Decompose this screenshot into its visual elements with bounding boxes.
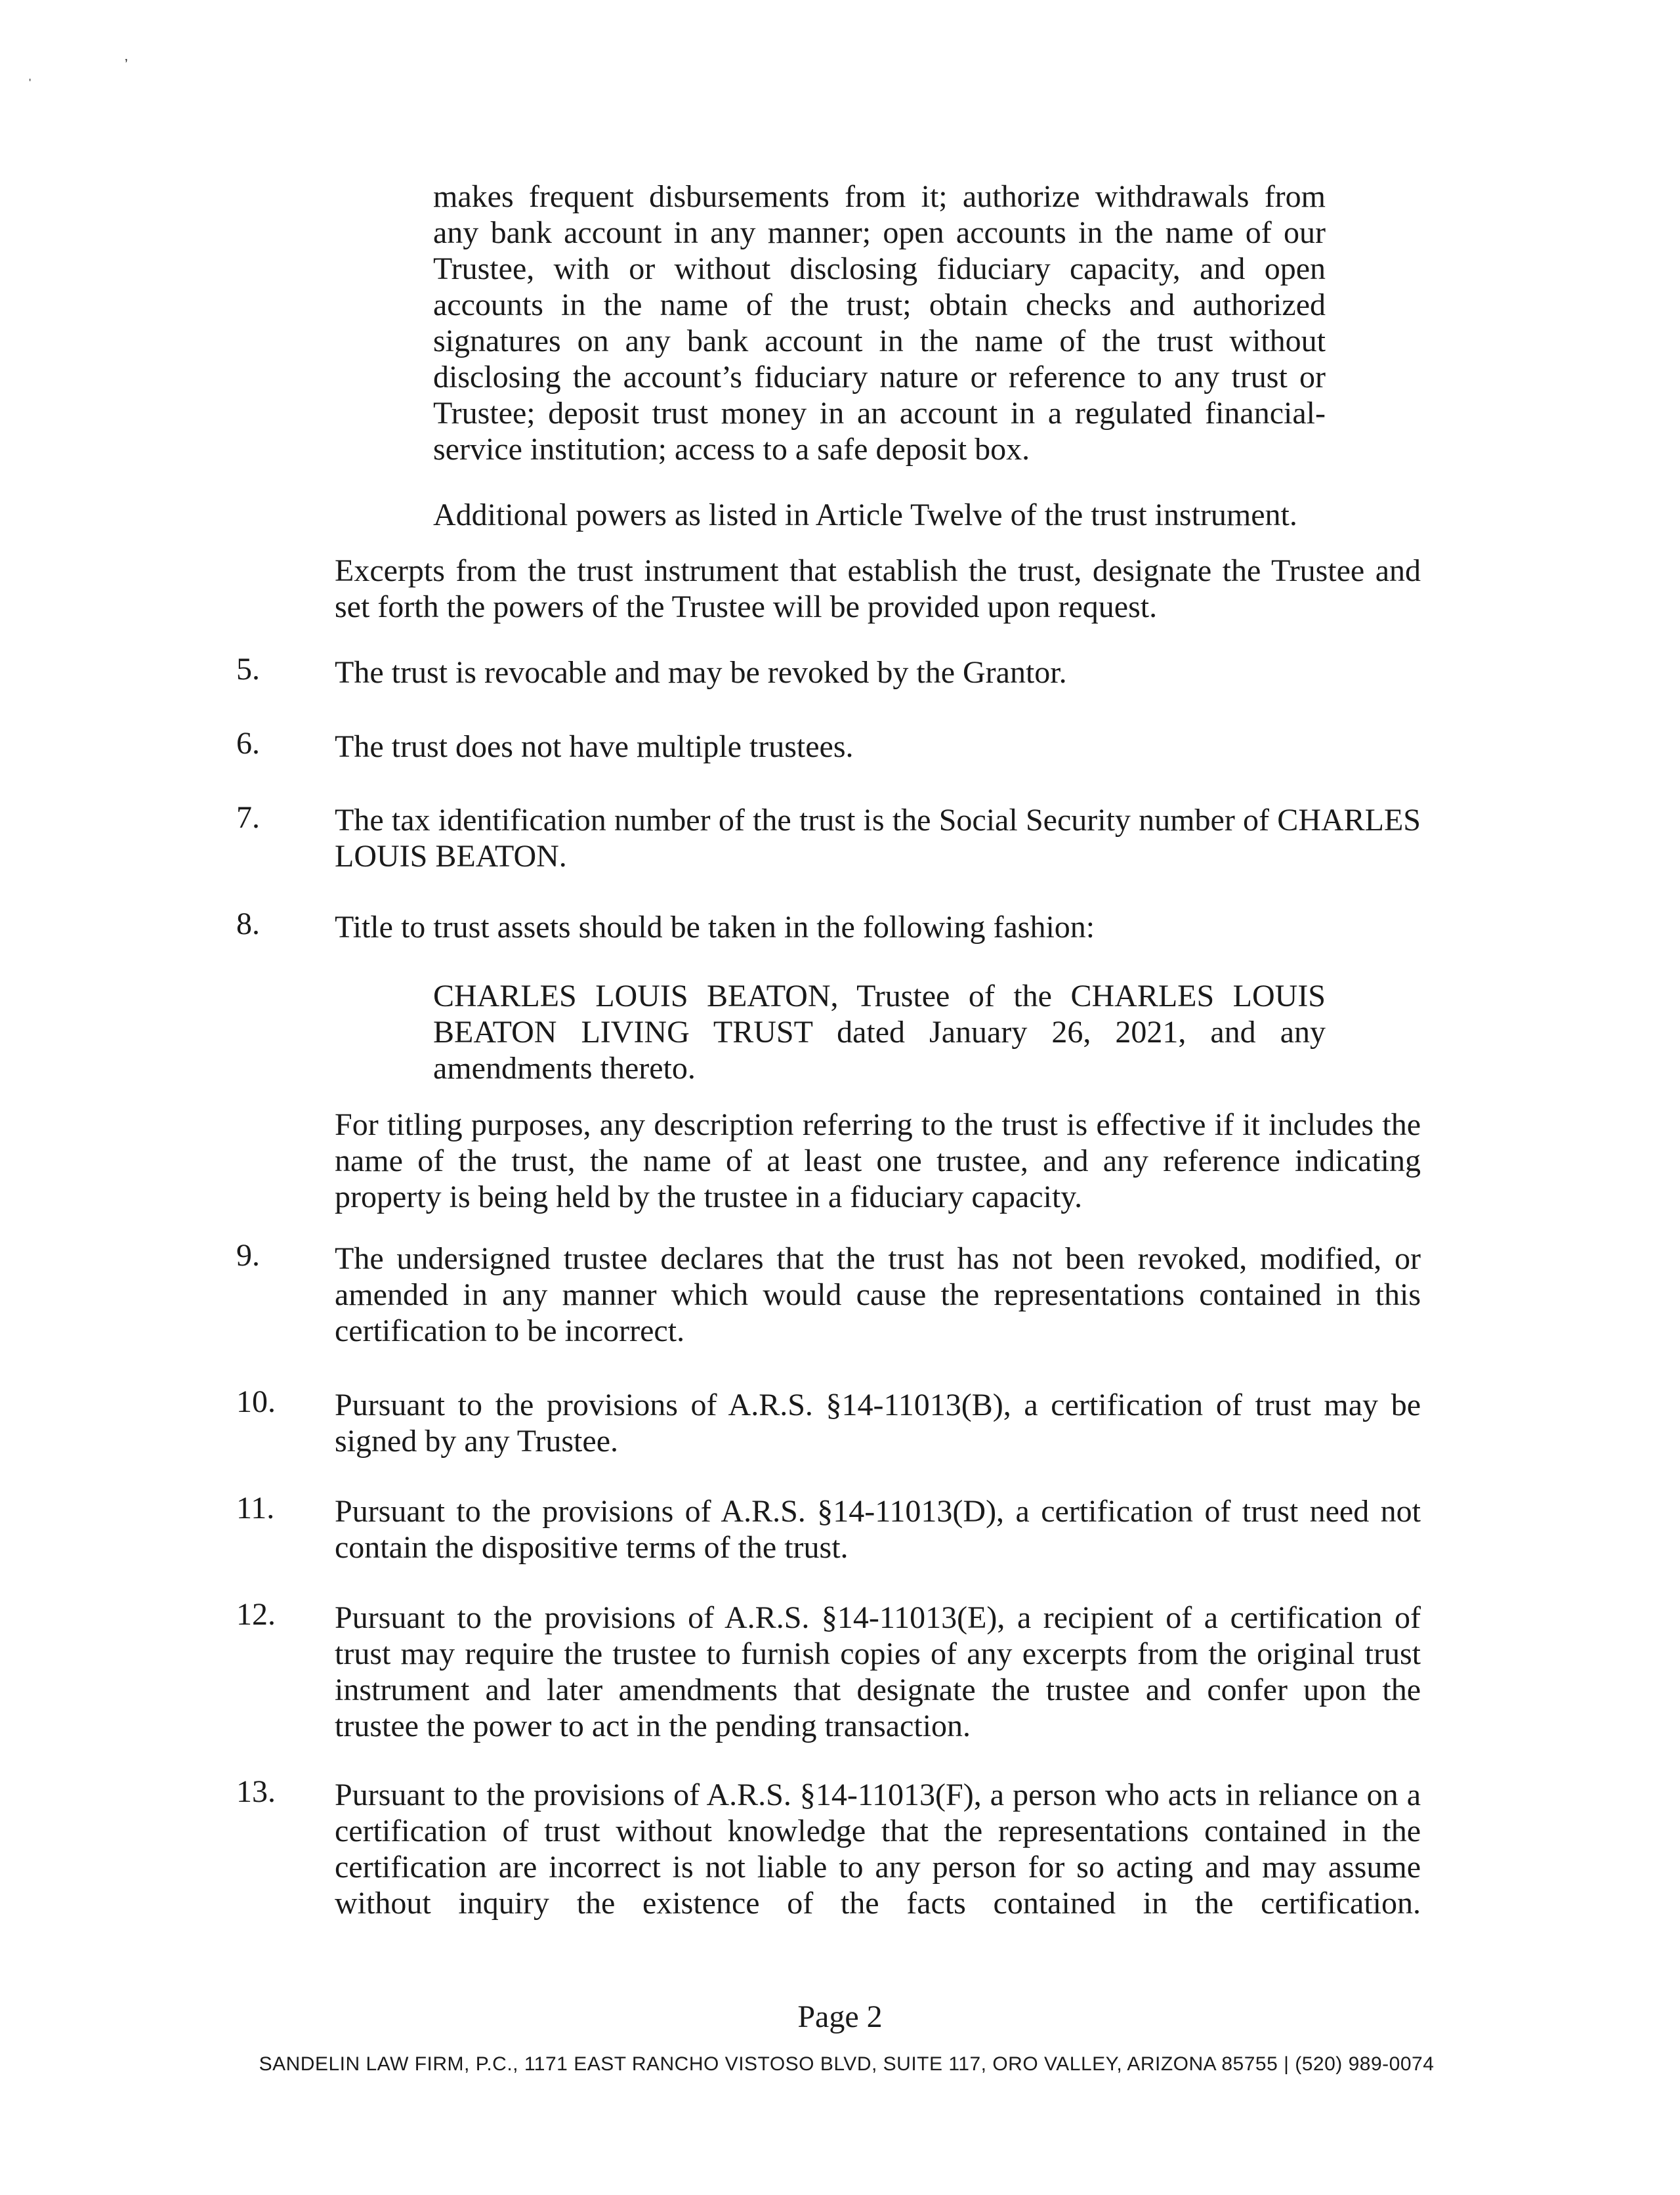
item-text: Pursuant to the provisions of A.R.S. §14-11013(E), a recipient of a certification of trust may require the trustee to furnish copies of any excerpts from the original trust instrument and later amendments that designate the trustee and confer upon the trustee the power to act in the pending transaction. <box>335 1600 1421 1743</box>
item-text: The undersigned trustee declares that the trust has not been revoked, modified, or amended in any manner which would cause the representations contained in this certification to be incorrect. <box>335 1241 1421 1348</box>
title-form-block: CHARLES LOUIS BEATON, Trustee of the CHARLES LOUIS BEATON LIVING TRUST dated January 26, 2021, and any amendments thereto. <box>433 979 1326 1086</box>
item-number: 5. <box>236 652 260 687</box>
item-text: The trust is revocable and may be revoked by the Grantor. <box>335 655 1067 690</box>
scan-mark: ˈ <box>28 76 33 93</box>
item-number: 6. <box>236 726 260 761</box>
titling-note-paragraph: For titling purposes, any description referring to the trust is effective if it includes the name of the trust, the name of at least one trustee, and any reference indicating property is being held by the trustee in a fiduciary capacity. <box>335 1107 1421 1214</box>
item-text: Pursuant to the provisions of A.R.S. §14-11013(D), a certification of trust need not contain the dispositive terms of the trust. <box>335 1494 1421 1565</box>
law-firm-footer: SANDELIN LAW FIRM, P.C., 1171 EAST RANCHO VISTOSO BLVD, SUITE 117, ORO VALLEY, ARIZONA 85755 | (520) 989-0074 <box>259 2053 1435 2075</box>
excerpts-note-paragraph: Excerpts from the trust instrument that establish the trust, designate the Trustee and set forth the powers of the Trustee will be provided upon request. <box>335 553 1421 624</box>
item-number: 8. <box>236 906 260 941</box>
item-text: The tax identification number of the trust is the Social Security number of CHARLES LOUIS BEATON. <box>335 803 1421 874</box>
item-number: 13. <box>236 1774 276 1809</box>
item-number: 10. <box>236 1384 276 1419</box>
item-number: 12. <box>236 1597 276 1632</box>
item-text: Title to trust assets should be taken in the following fashion: <box>335 910 1095 945</box>
scan-mark: ʼ <box>125 56 128 73</box>
page-number: Page 2 <box>797 1999 883 2034</box>
additional-powers-paragraph: Additional powers as listed in Article Twelve of the trust instrument. <box>433 498 1297 532</box>
powers-continuation-paragraph: makes frequent disbursements from it; authorize withdrawals from any bank account in any manner; open accounts in the name of our Trustee, with or without disclosing fiduciary capacity, and open accounts in the name of the trust; obtain checks and authorized signatures on any bank account in the name of the trust without disclosing the account’s fiduciary nature or reference to any trust or Trustee; deposit trust money in an account in a regulated financial-service institution; access to a safe deposit box. <box>433 179 1326 467</box>
item-text: The trust does not have multiple trustees. <box>335 729 854 764</box>
item-number: 7. <box>236 800 260 835</box>
item-text: Pursuant to the provisions of A.R.S. §14-11013(B), a certification of trust may be signed by any Trustee. <box>335 1388 1421 1459</box>
item-number: 9. <box>236 1238 260 1273</box>
item-number: 11. <box>236 1491 275 1525</box>
item-text: Pursuant to the provisions of A.R.S. §14-11013(F), a person who acts in reliance on a certification of trust without knowledge that the representations contained in the certification are incorrect is not liable to any person for so acting and may assume without inquiry the existence of the facts contained in the certification. <box>335 1778 1421 1921</box>
